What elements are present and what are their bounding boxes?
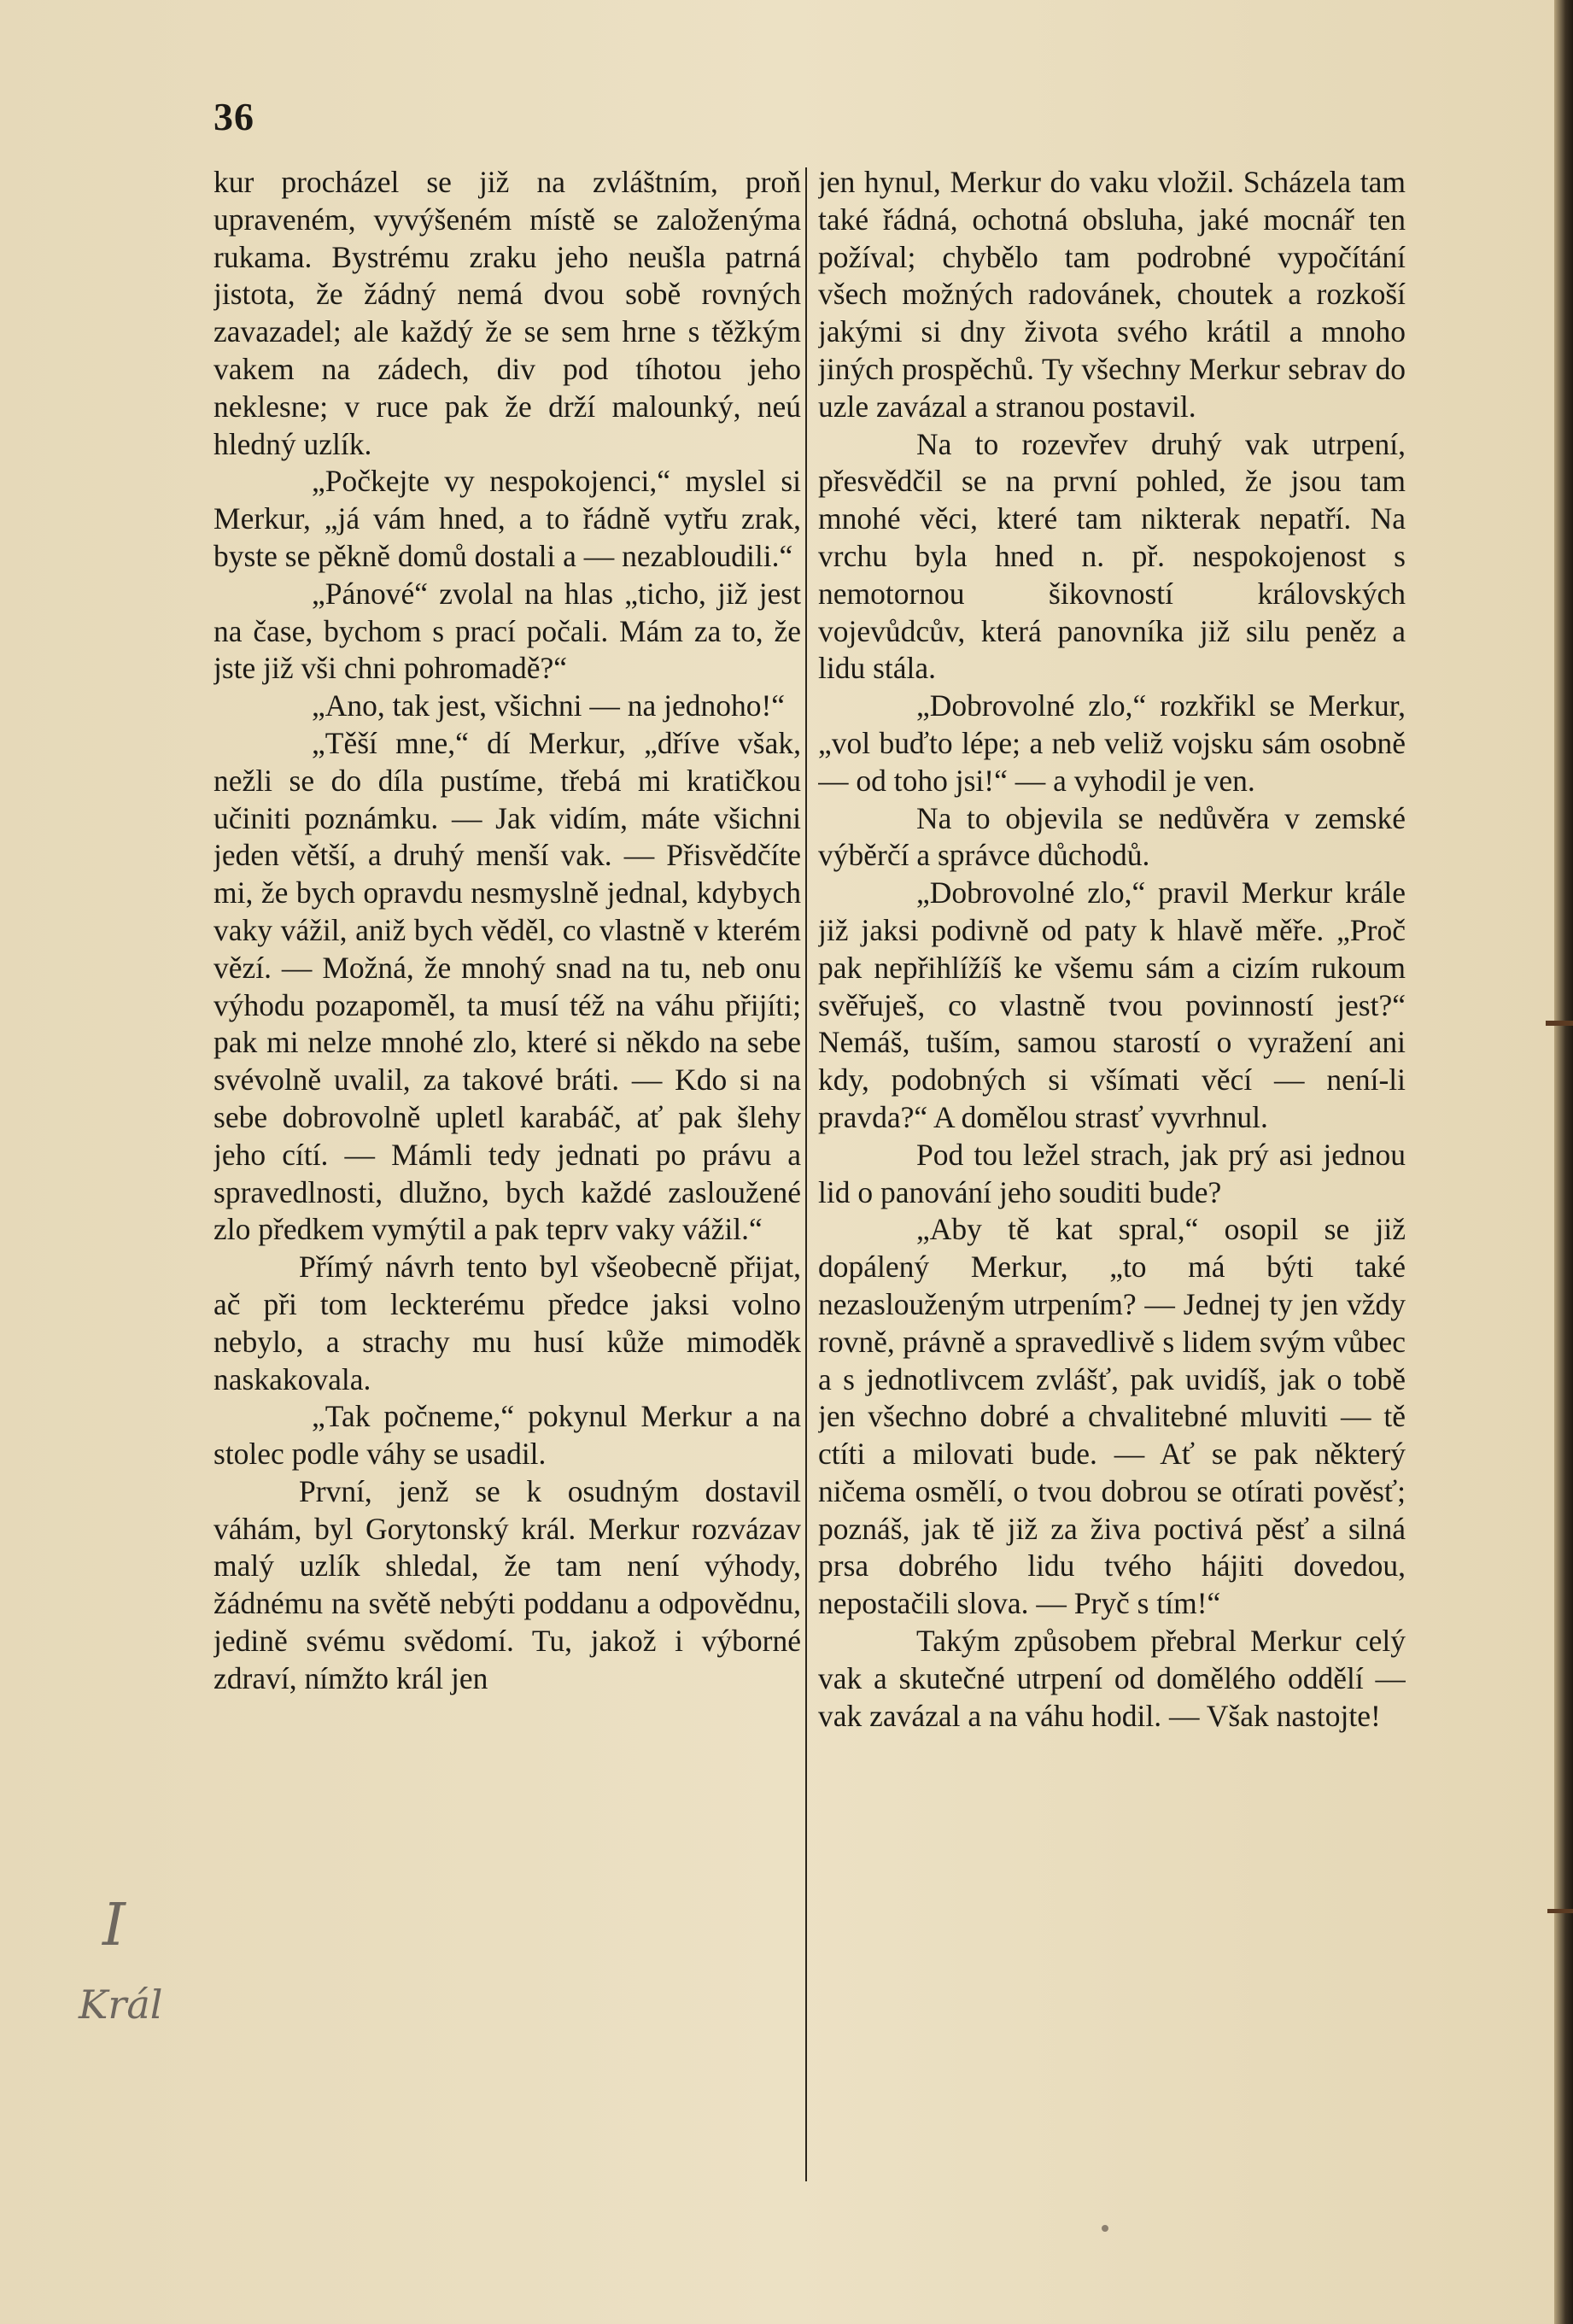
margin-note-word: Král	[79, 1982, 163, 2028]
paragraph: „Dobrovolné zlo,“ pravil Merkur krále již jaksi podivně od paty k hlavě měře. „Proč pak nepřihlížíš ke všemu sám a cizím rukoum svěřuješ, co vlastně tvou povinností jest?“ Nemáš, tuším, samou starostí o vyražení ani kdy, podobných si všímati věcí — není-li pravda?“ A domělou strasť vyvrhnul.	[818, 875, 1406, 1134]
book-spine-edge	[1554, 0, 1573, 2324]
paragraph: „Tak počneme,“ pokynul Merkur a na stolec podle váhy se usadil.	[213, 1399, 801, 1472]
paragraph: Na to rozevřev druhý vak utrpení, přesvědčil se na první pohled, že jsou tam mnohé věci, které tam nikterak nepatří. Na vrchu byla hned n. př. nespokojenost s nemotornou šikovností královských vojevůdcův, která panovníka již silu peněz a lidu stála.	[818, 426, 1406, 686]
paragraph: „Pánové“ zvolal na hlas „ticho, již jest na čase, bychom s prací počali. Mám za to, že jste již vši chni pohromadě?“	[213, 576, 801, 686]
paragraph: „Těší mne,“ dí Merkur, „dříve však, nežli se do díla pustíme, třebá mi kratičkou učiniti poznámku. — Jak vidím, máte všichni jeden větší, a druhý menší vak. — Přisvědčíte mi, že bych opravdu nesmyslně jednal, kdybych vaky vážil, aniž bych věděl, co vlastně v kterém vězí. — Možná, že mnohý snad na tu, neb onu výhodu pozapoměl, ta musí též na váhu přijíti; pak mi nelze mnohé zlo, které si někdo na sebe svévolně uvalil, za takové bráti. — Kdo si na sebe dobrovolně upletl karabáč, ať pak šlehy jeho cítí. — Mámli tedy jednati po právu a spravedlnosti, dlužno, bych každé zasloužené zlo předkem vymýtil a pak teprv vaky vážil.“	[213, 725, 801, 1247]
paragraph: Pod tou ležel strach, jak prý asi jednou lid o panování jeho souditi bude?	[818, 1137, 1406, 1209]
paragraph: Na to objevila se nedůvěra v zemské výběrčí a správce důchodů.	[818, 800, 1406, 873]
left-text-column	[213, 164, 801, 2180]
column-divider	[805, 167, 807, 2181]
margin-note-numeral: I	[102, 1892, 126, 1959]
paragraph: „Ano, tak jest, všichni — na jednoho!“	[312, 688, 786, 723]
edge-mark	[1547, 1909, 1573, 1913]
page-number: 36	[213, 95, 254, 138]
paragraph: První, jenž se k osudným dostavil váhám, byl Gorytonský král. Merkur rozvázav malý uzlík shledal, že tam není výhody, žádnému na světě nebýti poddanu a odpovědnu, jedině svému svědomí. Tu, jakož i výborné zdraví, nímžto král jen	[213, 1473, 801, 1695]
paragraph: Takým způsobem přebral Merkur celý vak a skutečné utrpení od domělého oddělí — vak zavázal a na váhu hodil. — Však nastojte!	[818, 1624, 1406, 1733]
paragraph: jen hynul, Merkur do vaku vložil. Scházela tam také řádná, ochotná obsluha, jaké mocnář ten požíval; chybělo tam podrobné vypočítání všech možných radovánek, choutek a rozkoší jakými si dny života svého krátil a mnoho jiných prospěchů. Ty všechny Merkur sebrav do uzle zavázal a stranou postavil.	[818, 165, 1406, 424]
paragraph: „Aby tě kat spral,“ osopil se již dopálený Merkur, „to má býti také nezaslouženým utrpením? — Jednej ty jen vždy rovně, právně a spravedlivě s lidem svým vůbec a s jednotlivcem zvlášť, pak uvidíš, jak o tobě jen všechno dobré a chvalitebné mluviti — tě ctíti a milovati bude. — Ať se pak některý ničema osmělí, o tvou dobrou se otírati pověsť; poznáš, jak tě již za živa poctivá pěsť a silná prsa dobrého lidu tvého hájiti dovedou, nepostačili slova. — Pryč s tím!“	[818, 1212, 1406, 1621]
paragraph: „Počkejte vy nespokojenci,“ myslel si Merkur, „já vám hned, a to řádně vytřu zrak, byste se pěkně domů dostali a — nezabloudili.“	[213, 464, 801, 573]
right-text-column	[818, 164, 1406, 2180]
edge-mark	[1546, 1021, 1573, 1026]
paragraph: kur procházel se již na zvláštním, proň upraveném, vyvýšeném místě se založenýma rukama. Bystrému zraku jeho neušla patrná jistota, že žádný nemá dvou sobě rovných zavazadel; ale každý že se sem hrne s těžkým vakem na zádech, div pod tíhotou jeho neklesne; v ruce pak že drží malounký, neú hledný uzlík.	[213, 165, 801, 461]
paragraph: „Dobrovolné zlo,“ rozkřikl se Merkur, „vol buďto lépe; a neb veliž vojsku sám osobně — od toho jsi!“ — a vyhodil je ven.	[818, 688, 1406, 798]
paragraph: Přímý návrh tento byl všeobecně přijat, ač při tom leckterému předce jaksi volno nebylo, a strachy mu husí kůže mimoděk naskakovala.	[213, 1250, 801, 1396]
paper-speck	[1102, 2225, 1108, 2232]
